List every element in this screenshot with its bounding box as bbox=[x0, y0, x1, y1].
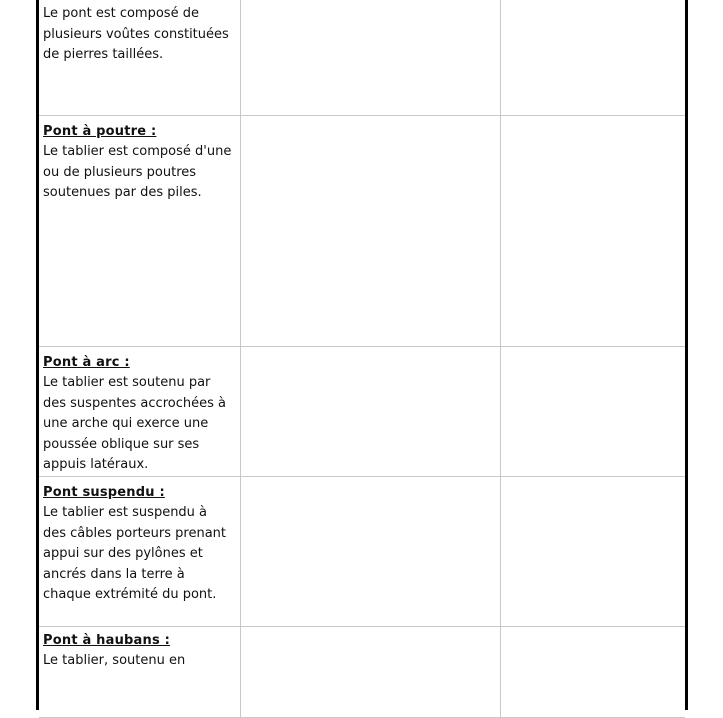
bridge-type-description: Le tablier est soutenu par des suspentes accrochées à une arche qui exerce une poussée oblique sur ses appuis latéraux. bbox=[43, 375, 226, 472]
bridge-type-title: Pont à arc : bbox=[43, 355, 130, 370]
empty-answer-cell[interactable] bbox=[500, 0, 685, 116]
bridge-description-cell bbox=[39, 347, 240, 477]
bridge-type-title: Pont à poutre : bbox=[43, 124, 157, 139]
bridge-type-title: Pont suspendu : bbox=[43, 485, 165, 500]
empty-answer-cell[interactable] bbox=[500, 627, 685, 718]
table-row bbox=[39, 0, 685, 116]
empty-answer-cell[interactable] bbox=[240, 116, 500, 347]
table-row bbox=[39, 627, 685, 718]
bridge-type-description: Le tablier est suspendu à des câbles porteurs prenant appui sur des pylônes et ancrés dans la terre à chaque extrémité du pont. bbox=[43, 505, 227, 602]
bridge-types-table bbox=[39, 0, 685, 718]
bridge-description-cell bbox=[39, 627, 240, 718]
table-row bbox=[39, 116, 685, 347]
bridge-description-cell bbox=[39, 477, 240, 627]
empty-answer-cell[interactable] bbox=[240, 477, 500, 627]
worksheet-page bbox=[36, 0, 688, 710]
bridge-type-description: Le pont est composé de plusieurs voûtes constituées de pierres taillées. bbox=[43, 6, 229, 62]
bridge-description-cell bbox=[39, 0, 240, 116]
table-row bbox=[39, 477, 685, 627]
bridge-type-description: Le tablier, soutenu en bbox=[43, 653, 186, 668]
table-row bbox=[39, 347, 685, 477]
empty-answer-cell[interactable] bbox=[240, 627, 500, 718]
bridge-description-cell bbox=[39, 116, 240, 347]
bridge-type-title: Pont à haubans : bbox=[43, 633, 171, 648]
empty-answer-cell[interactable] bbox=[500, 116, 685, 347]
empty-answer-cell[interactable] bbox=[500, 347, 685, 477]
empty-answer-cell[interactable] bbox=[240, 347, 500, 477]
empty-answer-cell[interactable] bbox=[500, 477, 685, 627]
empty-answer-cell[interactable] bbox=[240, 0, 500, 116]
bridge-type-description: Le tablier est composé d'une ou de plusieurs poutres soutenues par des piles. bbox=[43, 144, 232, 200]
